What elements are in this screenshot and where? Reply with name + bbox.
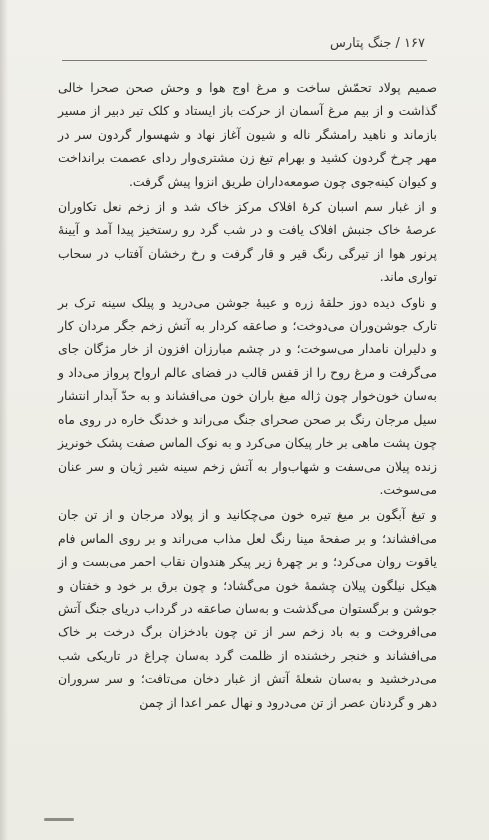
page-edge-mark [44, 818, 74, 821]
paragraph-4: و تیغ آبگون بر میغ تیره خون می‌چکانید و از پولاد مرجان و از تن جان می‌افشاند؛ و بر صفحهٔ مینا رنگ لعل مذاب می‌راند و بر روی الماس فام یاقوت روان می‌کرد؛ و بر چهرهٔ زیر پیکر هندوان نقاب احمر می‌بست و از هیکل نیلگون پیلان چشمهٔ خون می‌گشاد؛ و چون برق بر خود و خفتان و جوشن و برگستوان می‌گذشت و به‌سان صاعقه در گرداب دریای جنگ آتش می‌افروخت و به باد زخم سر از تن چون بادخزان برگ درخت بر خاک می‌افشاند و خنجر رخشنده از ظلمت گرد به‌سان چراغ در تاریکی شب می‌درخشید و به‌سان شعلهٔ آتش از غبار دخان می‌تافت؛ و سر سروران دهر و گردنان عصر از تن می‌درود و نهال عمر اعدا از چمن [58, 507, 437, 710]
paragraph-2: و از غبار سم اسبان کرهٔ افلاک مرکز خاک شد و از زخم نعل تکاوران عرصهٔ خاک جنبش افلاک یافت و در شب گرد رو رستخیز پیدا آمد و آیینهٔ پرنور هوا از تیرگی رنگ قیر و قار گرفت و رخ رخشان آفتاب در سحاب تواری ماند. [58, 199, 437, 285]
header-rule [62, 60, 427, 61]
paragraph-1: صمیم پولاد تحمّش ساخت و مرغ اوج هوا و وحش صحن صحرا خالی گذاشت و از بیم مرغ آسمان از حرکت باز ایستاد و کلک تیر دبیر از مسیر بازماند و ناهید رامشگر ناله و شیون آغاز نهاد و شهسوار گردون سر در مهر چرخ گردون کشید و بهرام تیغ زن مشتری‌وار ردای عصمت برانداخت و کیوان کینه‌جوی چون صومعه‌داران طریق انزوا پیش گرفت. [58, 80, 437, 189]
body-text [58, 76, 437, 714]
running-head: ۱۶۷ / جنگ پتارس [330, 36, 425, 51]
paragraph-3: و ناوک دیده دوز حلقهٔ زره و عیبهٔ جوشن می‌درید و پیلک سینه ترک بر تارک جوشن‌وران می‌دوخت؛ و صاعقه کردار به آتش زخم جگر مردان کار و دلیران نامدار می‌سوخت؛ و در چشم مبارزان افزون از خار مژگان جای می‌گرفت و مرغ روح را از قفس قالب در فضای عالم ارواح پرواز می‌داد و به‌سان خون‌خوار چون ژاله میغ باران خون می‌افشاند و به حدّ آبدار انتشار سیل مرجان رنگ بر صحن صحرای جنگ می‌راند و خدنگ خاره در روی ماه چون پشت ماهی بر خار پیکان می‌کرد و به نوک الماس صفت پشک خونریز زنده پیلان می‌سفت و شهاب‌وار به آتش زخم سینه شیر ژیان و سر عنان می‌سوخت. [58, 294, 437, 497]
